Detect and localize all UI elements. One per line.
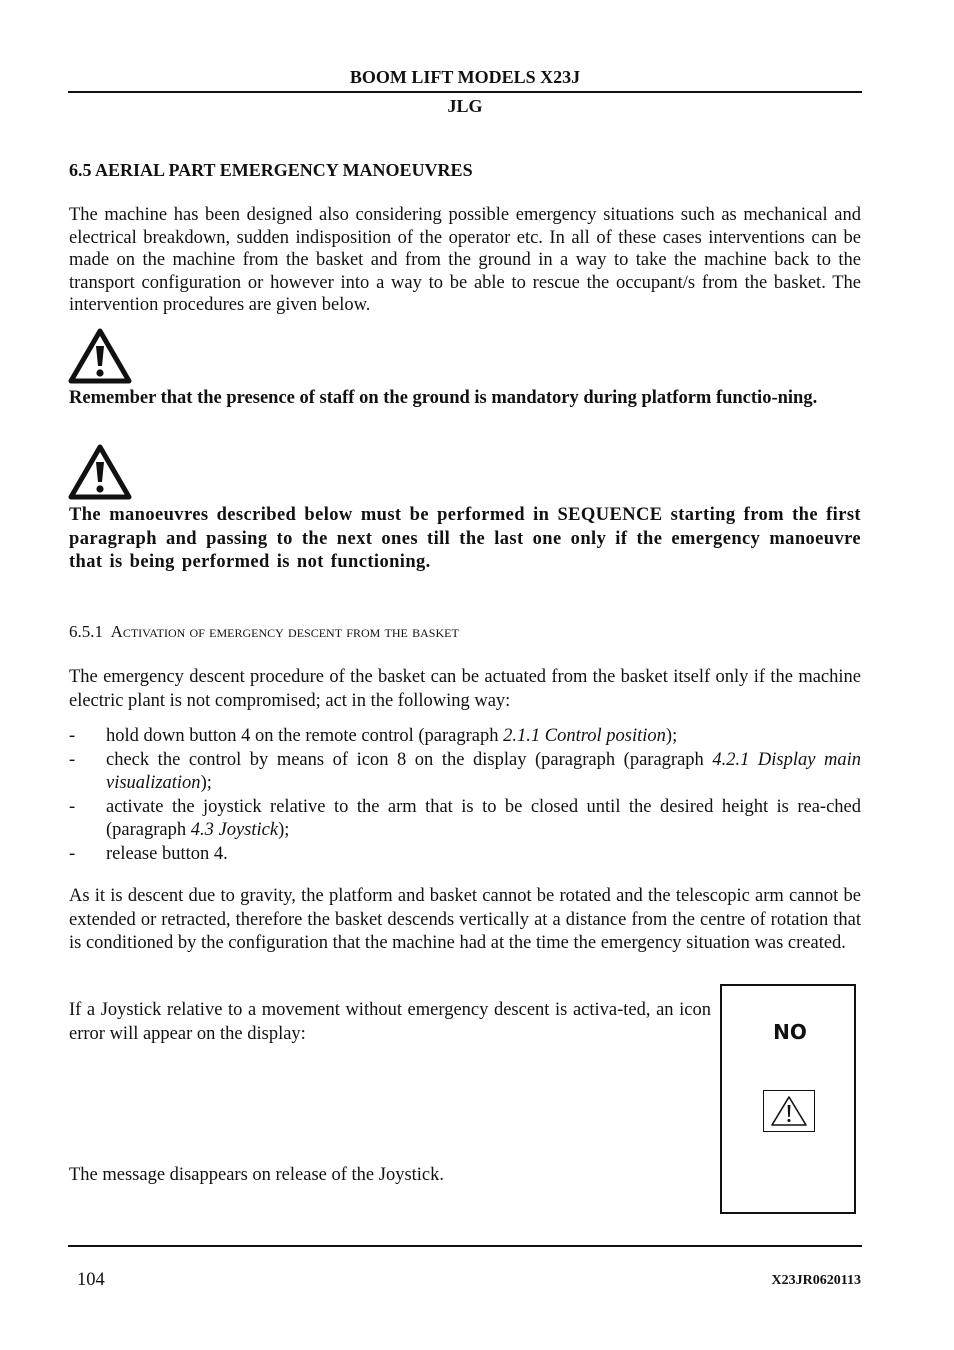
list-item xyxy=(69,796,861,843)
list-dash: - xyxy=(69,843,76,864)
release-note-paragraph: The message disappears on release of the Joystick. xyxy=(69,1165,445,1185)
display-warning-frame xyxy=(763,1090,815,1132)
step-end: ); xyxy=(278,820,290,840)
step-reference: 4.2.1 Display main visualization xyxy=(106,749,861,793)
document-brand: JLG xyxy=(447,96,483,116)
list-dash: - xyxy=(69,726,76,746)
display-error-icon-box xyxy=(720,984,856,1214)
list-dash: - xyxy=(69,796,76,817)
step-text: hold down button 4 on the remote control (paragraph xyxy=(106,726,504,746)
document-title: BOOM LIFT MODELS X23J xyxy=(349,67,581,87)
document-code: X23JR0620113 xyxy=(771,1273,861,1288)
subsection-title-rest: ctivation of emergency descent from the basket xyxy=(122,622,459,641)
list-dash: - xyxy=(69,749,76,770)
warning-triangle-icon xyxy=(68,328,132,384)
warning-triangle-icon xyxy=(68,444,132,500)
step-reference: 4.3 Joystick xyxy=(190,820,279,840)
list-item xyxy=(69,843,861,867)
descent-intro-paragraph: The emergency descent procedure of the basket can be actuated from the basket itself only if the machine electric plant is not compromised; act in the following way: xyxy=(69,667,861,711)
warning-triangle-icon xyxy=(769,1095,809,1127)
step-text: check the control by means of icon 8 on the display (paragraph (paragraph xyxy=(106,749,713,770)
subsection-title-initial: A xyxy=(110,622,123,641)
section-heading: 6.5 AERIAL PART EMERGENCY MANOEUVRES xyxy=(69,160,473,180)
warning-text-sequence: The manoeuvres described below must be performed in SEQUENCE starting from the first paragraph and passing to the next ones till the last one only if the emergency manoeuvre that is being performed is not functioning. xyxy=(69,505,861,572)
page-number: 104 xyxy=(77,1270,105,1290)
step-reference: 2.1.1 Control position xyxy=(503,726,666,746)
footer-rule xyxy=(68,1245,862,1247)
intro-paragraph: The machine has been designed also considering possible emergency situations such as mechanical and electrical breakdown, sudden indisposition of the operator etc. In all of these cases interventions can be made on the machine from the basket and from the ground in a way to take the machine back to the transport configuration or however into a way to be able to rescue the occupant/s from the basket. The intervention procedures are given below. xyxy=(69,205,861,315)
gravity-note-paragraph: As it is descent due to gravity, the platform and basket cannot be rotated and the telescopic arm cannot be extended or retracted, therefore the basket descends vertically at a distance from the centre of rotation that is conditioned by the configuration that the machine had at the time the emergency situation was created. xyxy=(69,886,861,953)
step-end: ); xyxy=(665,726,678,746)
list-item xyxy=(69,749,861,796)
procedure-steps-list xyxy=(69,725,861,866)
step-text: activate the joystick relative to the arm that is to be closed until the desired height is rea-ched (paragraph xyxy=(106,796,861,840)
header-rule xyxy=(68,91,862,93)
list-item xyxy=(69,725,861,749)
step-text: release button 4. xyxy=(106,843,228,864)
display-no-label: NO xyxy=(773,1020,807,1044)
warning-text-staff: Remember that the presence of staff on the ground is mandatory during platform functio-ning. xyxy=(69,388,818,408)
subsection-heading xyxy=(69,622,459,642)
subsection-number: 6.5.1 xyxy=(69,622,103,641)
joystick-note-paragraph: If a Joystick relative to a movement without emergency descent is activa-ted, an icon error will appear on the display: xyxy=(69,1000,711,1044)
step-end: ); xyxy=(200,773,212,793)
